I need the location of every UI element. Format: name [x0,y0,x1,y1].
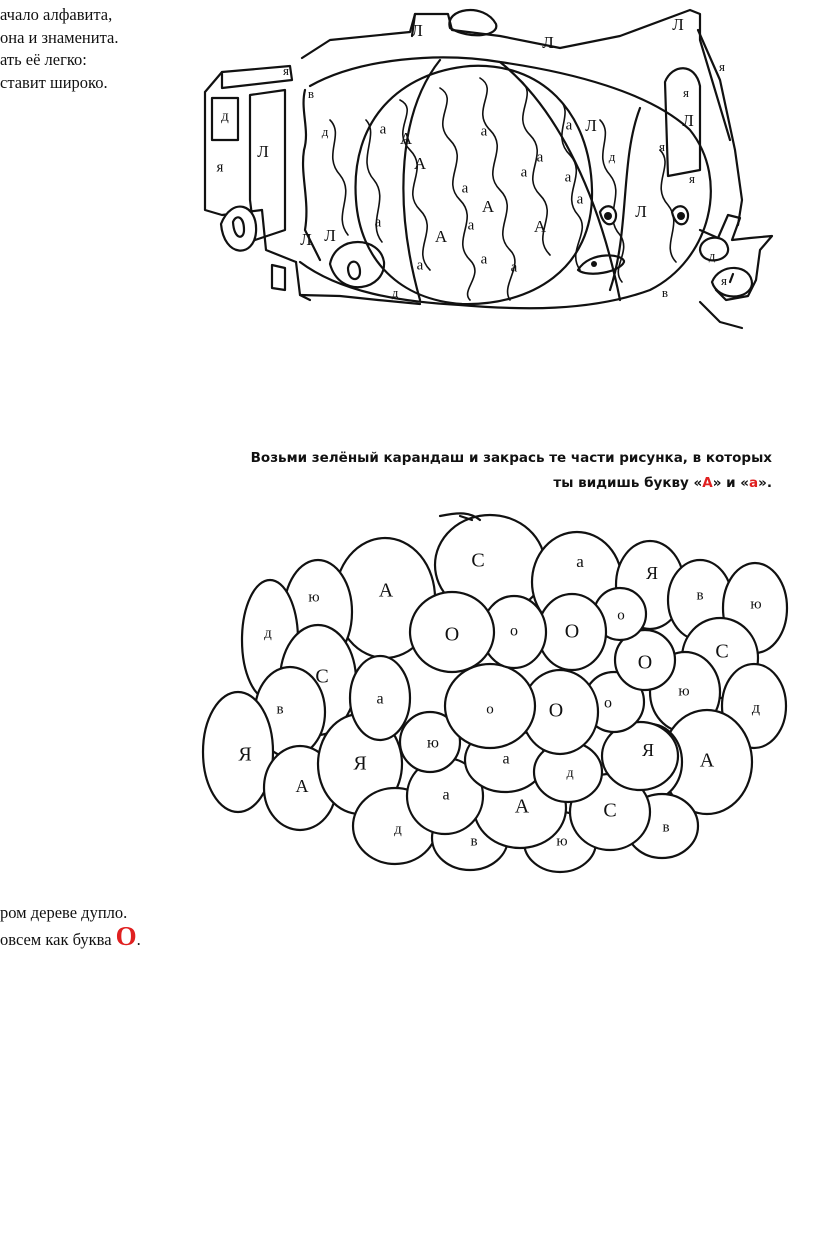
grapes-letter-27: д [566,766,574,782]
watermelon-letter-40: а [510,259,518,276]
grapes-letter-4: ю [308,589,320,606]
watermelon-letter-14: А [399,128,413,148]
grapes-letter-22: д [751,699,761,717]
watermelon-letter-3: Л [672,14,684,34]
poem-bottom [0,902,141,951]
grapes-letter-6: в [696,587,704,604]
watermelon-letter-7: я [683,84,689,100]
watermelon-letter-10: я [216,159,224,176]
watermelon-letter-37: в [661,284,669,300]
grapes-letter-13: С [315,665,329,688]
watermelon-letter-31: Л [324,225,336,245]
watermelon-letter-17: Л [585,115,597,135]
watermelon-letter-34: а [416,257,424,274]
watermelon-letter-2: Л [542,32,554,52]
grapes-letter-11: О [564,620,580,643]
watermelon-letter-18: я [659,138,665,154]
grapes-letter-9: О [444,623,460,646]
grapes-letter-19: о [486,701,494,718]
grapes-letter-3: А [378,579,394,602]
grapes-letter-33: С [603,799,617,822]
poem-top-line-2: она и знаменита. [0,27,119,47]
watermelon-letter-24: а [461,180,469,197]
grapes-letter-31: а [442,786,450,804]
watermelon-letter-41: Л [635,201,647,221]
watermelon-letter-20: А [413,153,427,173]
grapes-letter-2: а [576,551,584,571]
instruction-line-1: Возьми зелёный карандаш и закрась те части рисунка, в которых [250,450,772,466]
grapes-letter-20: О [548,699,564,722]
watermelon-letter-27: а [576,191,584,208]
grapes-outline [203,513,787,872]
watermelon-letter-5: я [719,58,725,74]
grapes-letter-14: С [715,640,729,663]
watermelon-letter-1: Л [411,20,423,40]
grapes-letter-18: в [276,701,284,718]
watermelon-letter-22: а [564,169,572,186]
watermelon-letter-35: а [480,251,488,268]
grapes-letter-16: ю [678,683,690,700]
watermelon-letter-19: Л [682,110,694,130]
poem-bottom-line-1: ром дереве дупло. [0,903,128,922]
watermelon-letter-32: А [434,226,448,246]
poem-bottom-line-2-text: овсем как буква [0,929,116,949]
grapes-letter-15: О [637,651,653,674]
watermelon-letter-13: а [480,123,488,140]
grapes-letter-25: ю [427,734,439,752]
watermelon-letter-30: Л [300,229,312,249]
watermelon-letter-21: а [520,164,528,181]
watermelon-letter-15: а [565,117,573,134]
watermelon-letter-11: Л [257,141,269,161]
watermelon-letter-38: д [708,247,716,263]
instruction-mid: » и « [712,475,750,491]
instruction-prefix: ты видишь букву « [553,475,703,491]
grapes-letter-32: А [514,795,530,818]
watermelon-letter-4: я [283,62,289,78]
grapes-letter-8: д [264,625,272,642]
watermelon-letter-26: А [481,196,495,216]
watermelon-letter-23: д [608,148,616,164]
big-letter-o: О [115,920,137,951]
poem-top-line-1: ачало алфавита, [0,5,113,24]
watermelon-letter-36: д [391,284,399,300]
grapes-letter-34: д [394,821,402,838]
grapes-letter-37: в [662,819,670,836]
grapes-letter-35: в [470,833,478,850]
watermelon-letter-39: я [721,272,727,288]
grapes-letter-12: о [617,607,625,624]
grapes-letter-17: а [376,690,384,708]
watermelon-letter-12: а [379,121,387,138]
grapes-letter-1: С [471,549,485,572]
watermelon-letter-9: д [321,123,329,139]
grapes-letter-21: о [604,694,612,712]
grapes-letter-29: А [699,749,715,772]
watermelon-letter-8: д [221,108,229,125]
poem-bottom-end: . [136,929,141,949]
watermelon-letter-33: а [467,217,475,234]
watermelon-letter-28: А [533,216,547,236]
poem-bottom-line-2 [0,920,141,952]
watermelon-letter-16: а [536,149,544,166]
grapes-letter-26: а [502,750,510,768]
grapes-letter-24: Я [353,752,367,775]
poem-top-line-4: ставит широко. [0,72,108,92]
watermelon-letter-25: я [689,170,695,186]
watermelon-letter-6: в [307,85,315,101]
grapes-letter-23: Я [238,743,252,766]
watermelon-letter-29: а [374,214,382,231]
grapes-letter-10: о [510,622,518,640]
grapes-letter-28: Я [641,740,655,761]
grapes-letter-36: ю [556,833,568,850]
letter-upper-a: А [702,475,713,491]
grapes-letter-5: Я [645,563,659,584]
poem-top-line-3: ать её легко: [0,50,87,69]
instruction-suffix: ». [758,475,772,491]
grapes-letter-30: А [295,776,309,797]
grapes-letter-7: ю [750,596,762,613]
letter-lower-a: а [749,475,759,491]
